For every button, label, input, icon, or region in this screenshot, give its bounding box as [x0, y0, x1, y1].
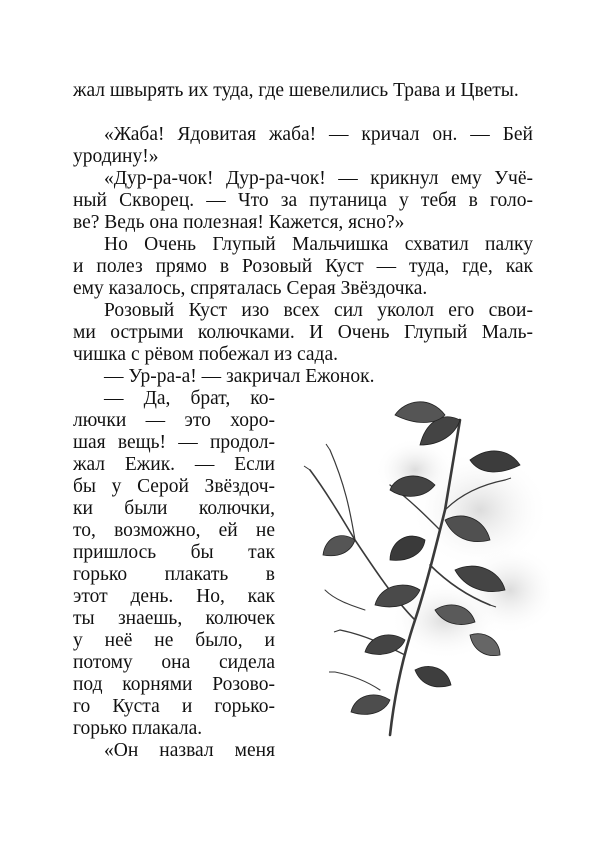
text-line: ты знаешь, колючек	[73, 608, 275, 629]
text-line: Но Очень Глупый Мальчишка схватил палку	[104, 234, 533, 255]
text-line: ный Скворец. — Что за путаница у тебя в голо-	[73, 190, 533, 211]
text-line: — Да, брат, ко-	[104, 388, 275, 409]
text-line: «Жаба! Ядовитая жаба! — кричал он. — Бей	[104, 124, 533, 145]
text-line: бы у Серой Звёздоч-	[73, 476, 275, 497]
text-line: «Дур-ра-чок! Дур-ра-чок! — крикнул ему Учё-	[104, 168, 533, 189]
text-line: лючки — это хоро-	[73, 410, 275, 431]
text-line: Розовый Куст изо всех сил уколол его свои-	[104, 300, 533, 321]
text-line: под корнями Розово-	[73, 674, 275, 695]
text-line: — Ур-ра-а! — закричал Ежонок.	[104, 366, 375, 387]
text-line: уродину!»	[73, 146, 159, 167]
text-line: потому она сидела	[73, 652, 275, 673]
text-line: ми острыми колючками. И Очень Глупый Маль-	[73, 322, 533, 343]
text-line: ки были колючки,	[73, 498, 275, 519]
text-line: жал швырять их туда, где шевелились Трава и Цветы.	[73, 80, 519, 101]
text-line: го Куста и горько-	[73, 696, 275, 717]
text-line: и полез прямо в Розовый Куст — туда, где, как	[73, 256, 533, 277]
text-line: горько плакала.	[73, 718, 203, 739]
text-line: ве? Ведь она полезная! Кажется, ясно?»	[73, 212, 405, 233]
text-line: чишка с рёвом побежал из сада.	[73, 344, 338, 365]
text-line: жал Ежик. — Если	[73, 454, 275, 475]
text-line: горько плакать в	[73, 564, 275, 585]
rose-branch-illustration	[295, 390, 550, 745]
text-line: шая вещь! — продол-	[73, 432, 275, 453]
text-line: этот день. Но, как	[73, 586, 275, 607]
text-line: «Он назвал меня	[104, 740, 275, 761]
text-line: ему казалось, спряталась Серая Звёздочка.	[73, 278, 428, 299]
text-line: пришлось бы так	[73, 542, 275, 563]
text-line: то, возможно, ей не	[73, 520, 275, 541]
text-line: у неё не было, и	[73, 630, 275, 651]
